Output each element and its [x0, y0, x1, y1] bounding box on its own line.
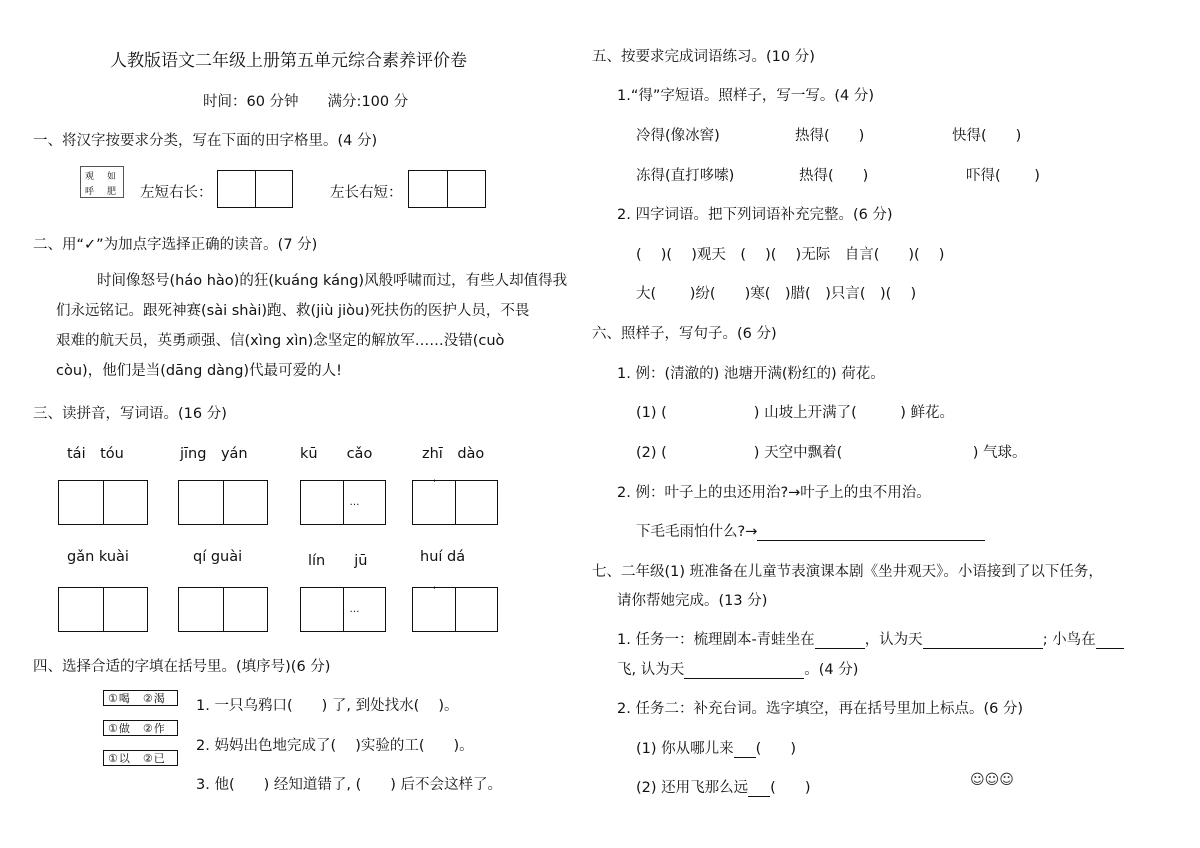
pinyin: tái tóu [67, 446, 124, 462]
bracket: ( ) [755, 741, 796, 757]
example: 2. 例：叶子上的虫还用治?→叶子上的虫不用治。 [617, 485, 931, 501]
section-7-heading: 七、二年级(1) 班准备在儿童节表演课本剧《坐井观天》。小语接到了以下任务， [592, 564, 1103, 580]
tianzi-grid[interactable] [58, 587, 148, 632]
phrase: 热得( ) [799, 168, 869, 184]
question: 2. 四字词语。把下列词语补充完整。(6 分) [617, 207, 893, 223]
answer-blank[interactable] [815, 648, 865, 649]
task-text: ，认为天 [864, 632, 923, 648]
pinyin: kū cǎo [300, 446, 373, 462]
fill-item: 3. 他( ) 经知道错了, ( ) 后不会这样了。 [196, 777, 503, 793]
answer-blank[interactable] [684, 678, 804, 679]
label-left-short: 左短右长： [140, 185, 213, 201]
answer-blank[interactable] [757, 540, 985, 541]
answer-line: (1) ( ) 山坡上开满了( ) 鲜花。 [636, 405, 954, 421]
tianzi-grid[interactable]: … [300, 480, 386, 525]
section-4-heading: 四、选择合适的字填在括号里。(填序号)(6 分) [33, 659, 331, 675]
task-text: 1. 任务一：梳理剧本-青蛙坐在 [617, 632, 815, 648]
dialogue-text: (1) 你从哪儿来 [636, 741, 734, 757]
character-card [80, 166, 124, 198]
section-7-heading-cont: 请你帮她完成。(13 分) [617, 593, 768, 609]
task-text: ; 小鸟在 [1042, 632, 1096, 648]
card-char: 如 [107, 172, 117, 182]
tianzi-grid[interactable] [178, 587, 268, 632]
pinyin: zhī dào [422, 446, 485, 462]
task-text: 。(4 分) [804, 662, 859, 678]
passage-line: còu)，他们是当(dāng dàng)代最可爱的人! [56, 363, 342, 379]
card-char: 呼 [85, 187, 95, 197]
pinyin: gǎn kuài [67, 549, 129, 565]
passage-line: 时间像怒号(háo hào)的狂(kuáng káng)风般呼啸而过，有些人却值得我 [97, 273, 568, 289]
tianzi-grid[interactable] [408, 170, 486, 208]
answer-blank[interactable] [734, 757, 756, 758]
option-box: ①喝 ②渴 [103, 690, 178, 706]
tianzi-grid[interactable]: … [300, 587, 386, 632]
fill-item: 2. 妈妈出色地完成了( )实验的工( )。 [196, 738, 474, 754]
task-2: 2. 任务二：补充台词。选字填空，再在括号里加上标点。(6 分) [617, 701, 1024, 717]
example: 1. 例：(清澈的) 池塘开满(粉红的) 荷花。 [617, 366, 885, 382]
phrase: 冷得(像冰窖) [636, 128, 720, 144]
section-5-heading: 五、按要求完成词语练习。(10 分) [592, 49, 815, 65]
question: 1.“得”字短语。照样子，写一写。(4 分) [617, 88, 875, 104]
phrase: 冻得(直打哆嗦) [636, 168, 735, 184]
idiom-row: ( )( )观天 ( )( )无际 自言( )( ) [636, 247, 945, 263]
fill-item: 1. 一只乌鸦口( ) 了, 到处找水( )。 [196, 698, 459, 714]
tianzi-grid[interactable] [217, 170, 293, 208]
prompt-text: 下毛毛雨怕什么?→ [636, 524, 758, 540]
option-box: ①做 ②作 [103, 720, 178, 736]
section-3-heading: 三、读拼音，写词语。(16 分) [33, 406, 227, 422]
dialogue-line [636, 737, 796, 758]
task-text: 飞, 认为天 [617, 662, 685, 678]
pinyin: lín jū [308, 553, 368, 569]
page-title: 人教版语文二年级上册第五单元综合素养评价卷 [110, 51, 467, 71]
answer-prompt [636, 520, 985, 541]
pinyin: jīng yán [180, 446, 248, 462]
task-1-cont [617, 658, 858, 679]
exam-meta: 时间：60 分钟 满分:100 分 [203, 94, 409, 110]
section-1-heading: 一、将汉字按要求分类，写在下面的田字格里。(4 分) [33, 133, 378, 149]
section-2-heading: 二、用“✓”为加点字选择正确的读音。(7 分) [33, 237, 318, 253]
task-1 [617, 628, 1124, 649]
card-char: 观 [85, 172, 95, 182]
option-box: ①以 ②已 [103, 750, 178, 766]
bracket: ( ) [770, 780, 811, 796]
answer-blank[interactable] [923, 648, 1043, 649]
tianzi-grid[interactable] [178, 480, 268, 525]
card-char: 肥 [107, 187, 117, 197]
tianzi-grid[interactable]: ˈ [412, 587, 498, 632]
dialogue-text: (2) 还用飞那么远 [636, 780, 749, 796]
label-left-long: 左长右短： [330, 185, 403, 201]
dialogue-line [636, 776, 810, 797]
pinyin: qí guài [193, 549, 243, 565]
phrase: 吓得( ) [966, 168, 1040, 184]
phrase: 热得( ) [795, 128, 865, 144]
answer-blank[interactable] [1096, 648, 1124, 649]
tianzi-grid[interactable] [58, 480, 148, 525]
idiom-row: 大( )纷( )寒( )腊( )只言( )( ) [636, 286, 917, 302]
answer-line: (2) ( ) 天空中飘着( ) 气球。 [636, 445, 1027, 461]
phrase: 快得( ) [952, 128, 1022, 144]
pinyin: huí dá [420, 549, 466, 565]
passage-line: 们永远铭记。跟死神赛(sài shài)跑、救(jiù jiòu)死扶伤的医护人员，不畏 [56, 303, 530, 319]
passage-line: 艰难的航天员，英勇顽强、信(xìng xìn)念坚定的解放军……没错(cuò [56, 333, 505, 349]
tianzi-grid[interactable]: ˈ [412, 480, 498, 525]
section-6-heading: 六、照样子，写句子。(6 分) [592, 326, 777, 342]
cartoon-faces-icon: ☺☺☺ [970, 772, 1014, 788]
answer-blank[interactable] [748, 796, 770, 797]
